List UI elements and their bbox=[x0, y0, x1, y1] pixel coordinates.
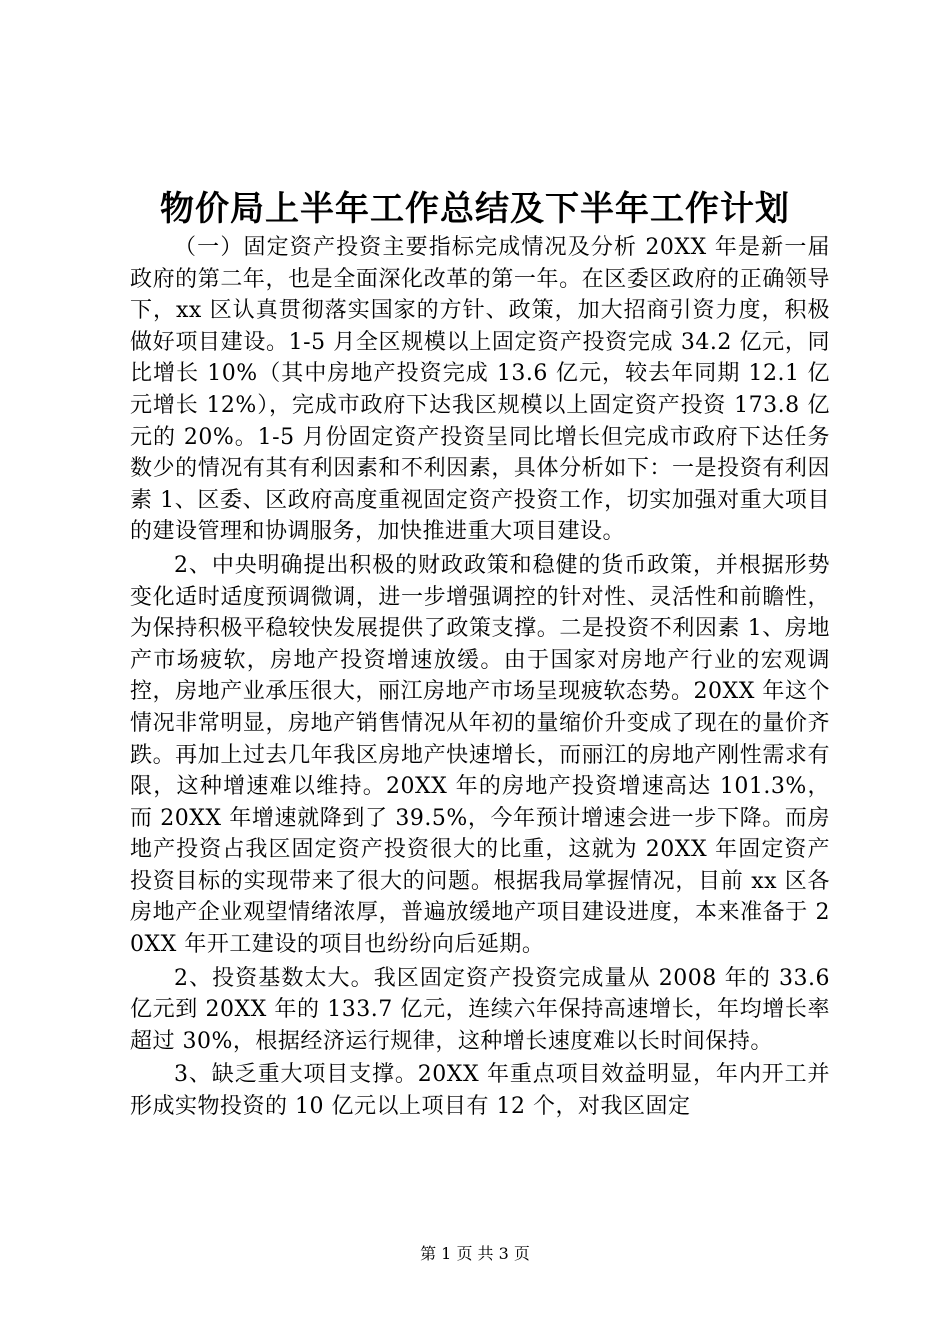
page-number-footer: 第 1 页 共 3 页 bbox=[420, 1244, 530, 1263]
paragraph-3: 2、投资基数太大。我区固定资产投资完成量从 2008 年的 33.6 亿元到 20XX 年的 133.7 亿元，连续六年保持高速增长，年均增长率超过 30%，根据经济运行规律，这种增长速度难以长时间保持。 bbox=[130, 965, 830, 1054]
paragraph-2: 2、中央明确提出积极的财政政策和稳健的货币政策，并根据形势变化适时适度预调微调，进一步增强调控的针对性、灵活性和前瞻性，为保持积极平稳较快发展提供了政策支撑。二是投资不利因素 1、房地产市场疲软，房地产投资增速放缓。由于国家对房地产行业的宏观调控，房地产业承压很大，丽江房地产市场呈现疲软态势。20XX 年这个情况非常明显，房地产销售情况从年初的量缩价升变成了现在的量价齐跌。再加上过去几年我区房地产快速增长，而丽江的房地产刚性需求有限，这种增速难以维持。20XX 年的房地产投资增速高达 101.3%，而 20XX 年增速就降到了 39.5%，今年预计增速会进一步下降。而房地产投资占我区固定资产投资很大的比重，这就为 20XX 年固定资产投资目标的实现带来了很大的问题。根据我局掌握情况，目前 xx 区各房地产企业观望情绪浓厚，普遍放缓地产项目建设进度，本来准备于 20XX 年开工建设的项目也纷纷向后延期。 bbox=[130, 552, 830, 958]
document-title: 物价局上半年工作总结及下半年工作计划 bbox=[160, 189, 790, 229]
document-body bbox=[130, 232, 830, 1125]
paragraph-1: （一）固定资产投资主要指标完成情况及分析 20XX 年是新一届政府的第二年，也是全面深化改革的第一年。在区委区政府的正确领导下，xx 区认真贯彻落实国家的方针、政策，加大招商引资力度，积极做好项目建设。1-5 月全区规模以上固定资产投资完成 34.2 亿元，同比增长 10%（其中房地产投资完成 13.6 亿元，较去年同期 12.1 亿元增长 12%），完成市政府下达我区规模以上固定资产投资 173.8 亿元的 20%。1-5 月份固定资产投资呈同比增长但完成市政府下达任务数少的情况有其有利因素和不利因素，具体分析如下：一是投资有利因素 1、区委、区政府高度重视固定资产投资工作，切实加强对重大项目的建设管理和协调服务，加快推进重大项目建设。 bbox=[130, 235, 830, 545]
paragraph-4: 3、缺乏重大项目支撑。20XX 年重点项目效益明显，年内开工并形成实物投资的 10 亿元以上项目有 12 个，对我区固定 bbox=[130, 1062, 830, 1120]
